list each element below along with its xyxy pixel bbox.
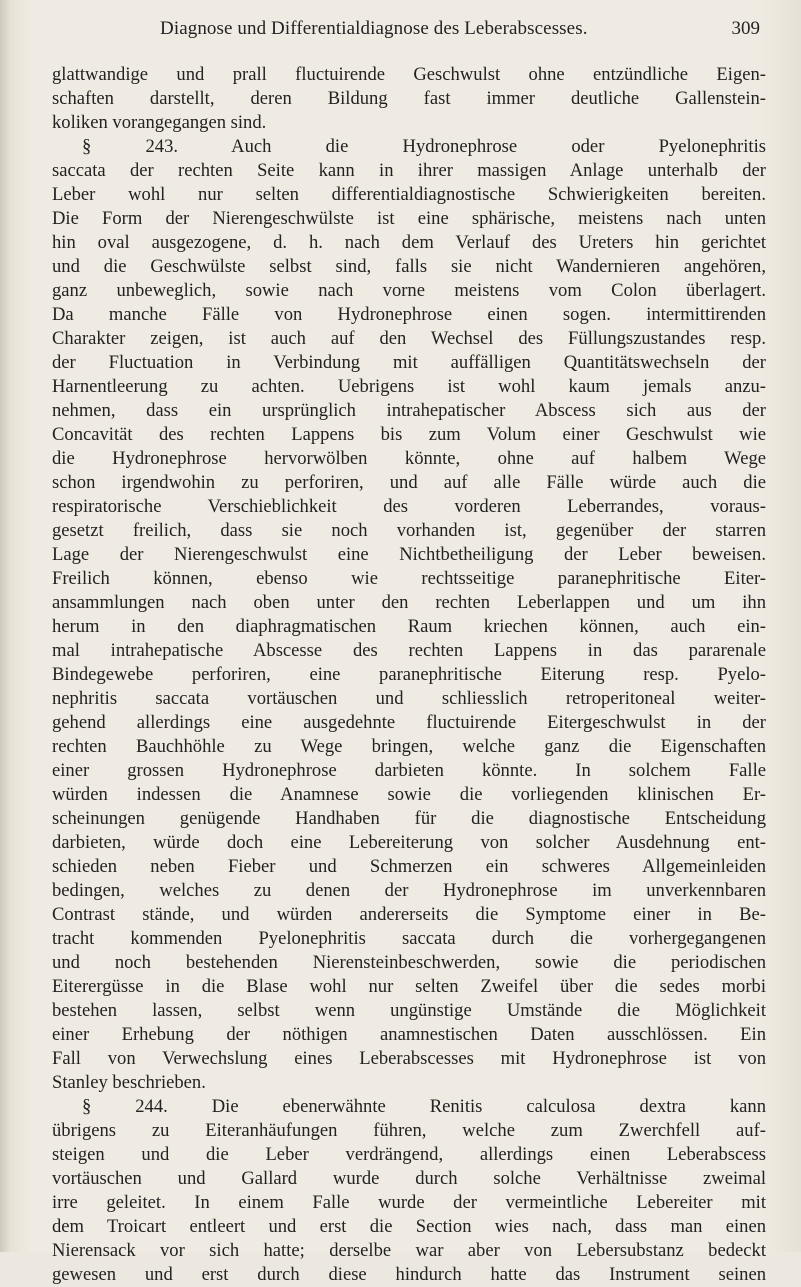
text-line: Eiterergüsse in die Blase wohl nur selten Zweifel über die sedes morbi (52, 976, 766, 997)
text-line: Nierensack vor sich hatte; derselbe war aber von Lebersubstanz bedeckt (52, 1240, 766, 1261)
running-header (160, 18, 760, 48)
section-heading-line: § 243. Auch die Hydronephrose oder Pyelonephritis (82, 136, 766, 157)
text-line: Contrast stände, und würden andererseits die Symptome einer in Be- (52, 904, 766, 925)
section-heading-line: § 244. Die ebenerwähnte Renitis calculosa dextra kann (82, 1096, 766, 1117)
text-line: würden indessen die Anamnese sowie die vorliegenden klinischen Er- (52, 784, 766, 805)
text-line: gesetzt freilich, dass sie noch vorhanden ist, gegenüber der starren (52, 520, 766, 541)
text-line: die Hydronephrose hervorwölben könnte, ohne auf halbem Wege (52, 448, 766, 469)
text-line: darbieten, würde doch eine Lebereiterung von solcher Ausdehnung ent- (52, 832, 766, 853)
text-line: irre geleitet. In einem Falle wurde der vermeintliche Lebereiter mit (52, 1192, 766, 1213)
page-number: 309 (731, 18, 760, 39)
text-line: mal intrahepatische Abscesse des rechten Lappens in das pararenale (52, 640, 766, 661)
text-line: schon irgendwohin zu perforiren, und auf alle Fälle würde auch die (52, 472, 766, 493)
text-line: hin oval ausgezogene, d. h. nach dem Verlauf des Ureters hin gerichtet (52, 232, 766, 253)
text-line: koliken vorangegangen sind. (52, 112, 267, 133)
text-line: tracht kommenden Pyelonephritis saccata durch die vorhergegangenen (52, 928, 766, 949)
text-line: dem Troicart entleert und erst die Section wies nach, dass man einen (52, 1216, 766, 1237)
running-header-title: Diagnose und Differentialdiagnose des Leberabscesses. (160, 18, 588, 39)
text-line: herum in den diaphragmatischen Raum kriechen können, auch ein- (52, 616, 766, 637)
text-line: Charakter zeigen, ist auch auf den Wechsel des Füllungszustandes resp. (52, 328, 766, 349)
page-gutter-shadow (0, 0, 10, 1252)
text-line: Concavität des rechten Lappens bis zum Volum einer Geschwulst wie (52, 424, 766, 445)
text-line: steigen und die Leber verdrängend, allerdings einen Leberabscess (52, 1144, 766, 1165)
text-line: Fall von Verwechslung eines Leberabscesses mit Hydronephrose ist von (52, 1048, 766, 1069)
text-line: bedingen, welches zu denen der Hydronephrose im unverkennbaren (52, 880, 766, 901)
text-line: scheinungen genügende Handhaben für die diagnostische Entscheidung (52, 808, 766, 829)
text-line: und die Geschwülste selbst sind, falls sie nicht Wandernieren angehören, (52, 256, 766, 277)
text-line: Stanley beschrieben. (52, 1072, 206, 1093)
text-line: bestehen lassen, selbst wenn ungünstige Umstände die Möglichkeit (52, 1000, 766, 1021)
text-line: respiratorische Verschieblichkeit des vorderen Leberrandes, voraus- (52, 496, 766, 517)
text-line: saccata der rechten Seite kann in ihrer massigen Anlage unterhalb der (52, 160, 766, 181)
text-line: Leber wohl nur selten differentialdiagnostische Schwierigkeiten bereiten. (52, 184, 766, 205)
text-line: Die Form der Nierengeschwülste ist eine sphärische, meistens nach unten (52, 208, 766, 229)
text-line: ansammlungen nach oben unter den rechten Leberlappen und um ihn (52, 592, 766, 613)
text-line: glattwandige und prall fluctuirende Geschwulst ohne entzündliche Eigen- (52, 64, 766, 85)
text-line: vortäuschen und Gallard wurde durch solche Verhältnisse zweimal (52, 1168, 766, 1189)
text-line: ganz unbeweglich, sowie nach vorne meistens vom Colon überlagert. (52, 280, 766, 301)
text-line: einer grossen Hydronephrose darbieten könnte. In solchem Falle (52, 760, 766, 781)
text-line: einer Erhebung der nöthigen anamnestischen Daten ausschlössen. Ein (52, 1024, 766, 1045)
text-line: übrigens zu Eiteranhäufungen führen, welche zum Zwerchfell auf- (52, 1120, 766, 1141)
text-line: rechten Bauchhöhle zu Wege bringen, welche ganz die Eigenschaften (52, 736, 766, 757)
text-line: Da manche Fälle von Hydronephrose einen sogen. intermittirenden (52, 304, 766, 325)
text-line: Bindegewebe perforiren, eine paranephritische Eiterung resp. Pyelo- (52, 664, 766, 685)
text-line: gewesen und erst durch diese hindurch hatte das Instrument seinen (52, 1264, 766, 1285)
text-line: Harnentleerung zu achten. Uebrigens ist wohl kaum jemals anzu- (52, 376, 766, 397)
text-line: und noch bestehenden Nierensteinbeschwerden, sowie die periodischen (52, 952, 766, 973)
text-line: schaften darstellt, deren Bildung fast immer deutliche Gallenstein- (52, 88, 766, 109)
text-line: Freilich können, ebenso wie rechtsseitige paranephritische Eiter- (52, 568, 766, 589)
text-line: nephritis saccata vortäuschen und schliesslich retroperitoneal weiter- (52, 688, 766, 709)
text-line: gehend allerdings eine ausgedehnte fluctuirende Eitergeschwulst in der (52, 712, 766, 733)
text-line: Lage der Nierengeschwulst eine Nichtbetheiligung der Leber beweisen. (52, 544, 766, 565)
text-line: nehmen, dass ein ursprünglich intrahepatischer Abscess sich aus der (52, 400, 766, 421)
text-line: schieden neben Fieber und Schmerzen ein schweres Allgemeinleiden (52, 856, 766, 877)
text-line: der Fluctuation in Verbindung mit auffälligen Quantitätswechseln der (52, 352, 766, 373)
body-text (52, 63, 766, 1287)
